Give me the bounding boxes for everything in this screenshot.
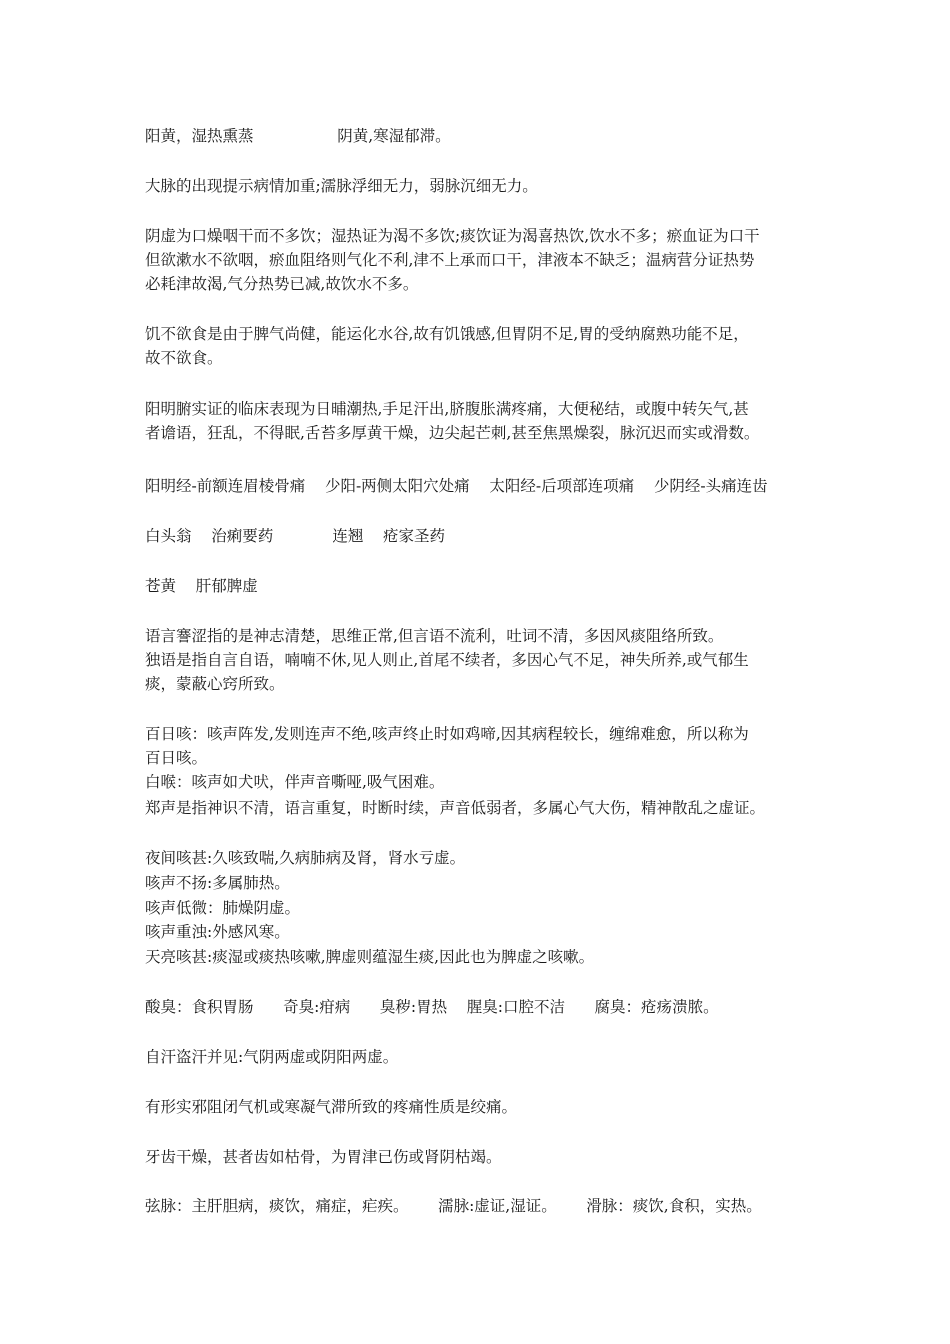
text-line: 白喉：咳声如犬吠，伴声音嘶哑,吸气困难。 <box>145 773 445 791</box>
text-line: 百日咳。 <box>145 749 208 767</box>
text-line: 白头翁 治痢要药 连翘 疮家圣药 <box>145 527 446 545</box>
text-line: 语言謇涩指的是神志清楚，思维正常,但言语不流利，吐词不清，多因风痰阻络所致。 <box>145 627 724 645</box>
text-line: 百日咳：咳声阵发,发则连声不绝,咳声终止时如鸡啼,因其病程较长，缠绵难愈，所以称为 <box>145 725 749 743</box>
text-line: 故不欲食。 <box>145 349 223 367</box>
text-line: 牙齿干燥，甚者齿如枯骨，为胃津已伤或肾阴枯竭。 <box>145 1148 502 1166</box>
text-line: 郑声是指神识不清，语言重复，时断时续，声音低弱者，多属心气大伤，精神散乱之虚证。 <box>145 799 766 817</box>
text-line: 阳明经-前额连眉棱骨痛 少阳-两侧太阳穴处痛 太阳经-后项部连项痛 少阴经-头痛连齿 <box>145 477 768 495</box>
text-line: 饥不欲食是由于脾气尚健，能运化水谷,故有饥饿感,但胃阴不足,胃的受纳腐熟功能不足， <box>145 325 749 343</box>
text-line: 苍黄 肝郁脾虚 <box>145 577 258 595</box>
text-line: 大脉的出现提示病情加重;濡脉浮细无力，弱脉沉细无力。 <box>145 177 538 195</box>
text-line: 阳黄，湿热熏蒸 阴黄,寒湿郁滞。 <box>145 127 451 145</box>
text-line: 咳声不扬:多属肺热。 <box>145 874 290 892</box>
text-line: 痰，蒙蔽心窍所致。 <box>145 675 285 693</box>
text-line: 阴虚为口燥咽干而不多饮；湿热证为渴不多饮;痰饮证为渴喜热饮,饮水不多；瘀血证为口干 <box>145 227 760 245</box>
text-line: 天亮咳甚:痰湿或痰热咳嗽,脾虚则蕴湿生痰,因此也为脾虚之咳嗽。 <box>145 948 595 966</box>
text-line: 必耗津故渴,气分热势已减,故饮水不多。 <box>145 275 419 293</box>
text-line: 夜间咳甚:久咳致喘,久病肺病及肾，肾水亏虚。 <box>145 849 466 867</box>
text-line: 独语是指自言自语，喃喃不休,见人则止,首尾不续者，多因心气不足，神失所养,或气郁生 <box>145 651 749 669</box>
text-line: 但欲漱水不欲咽，瘀血阻络则气化不利,津不上承而口干，津液本不缺乏；温病营分证热势 <box>145 251 755 269</box>
text-line: 者谵语，狂乱，不得眠,舌苔多厚黄干燥，边尖起芒刺,甚至焦黑燥裂，脉沉迟而实或滑数。 <box>145 424 760 442</box>
text-line: 阳明腑实证的临床表现为日晡潮热,手足汗出,脐腹胀满疼痛，大便秘结，或腹中转矢气,甚 <box>145 400 749 418</box>
text-line: 咳声重浊:外感风寒。 <box>145 923 290 941</box>
text-line: 酸臭：食积胃肠 奇臭:疳病 臭秽:胃热 腥臭:口腔不洁 腐臭：疮疡溃脓。 <box>145 998 719 1016</box>
text-line: 咳声低微：肺燥阴虚。 <box>145 899 301 917</box>
text-line: 有形实邪阻闭气机或寒凝气滞所致的疼痛性质是绞痛。 <box>145 1098 518 1116</box>
text-line: 自汗盗汗并见:气阴两虚或阴阳两虚。 <box>145 1048 399 1066</box>
text-line: 弦脉：主肝胆病，痰饮，痛症，疟疾。 濡脉:虚证,湿证。 滑脉：痰饮,食积，实热。 <box>145 1197 762 1215</box>
